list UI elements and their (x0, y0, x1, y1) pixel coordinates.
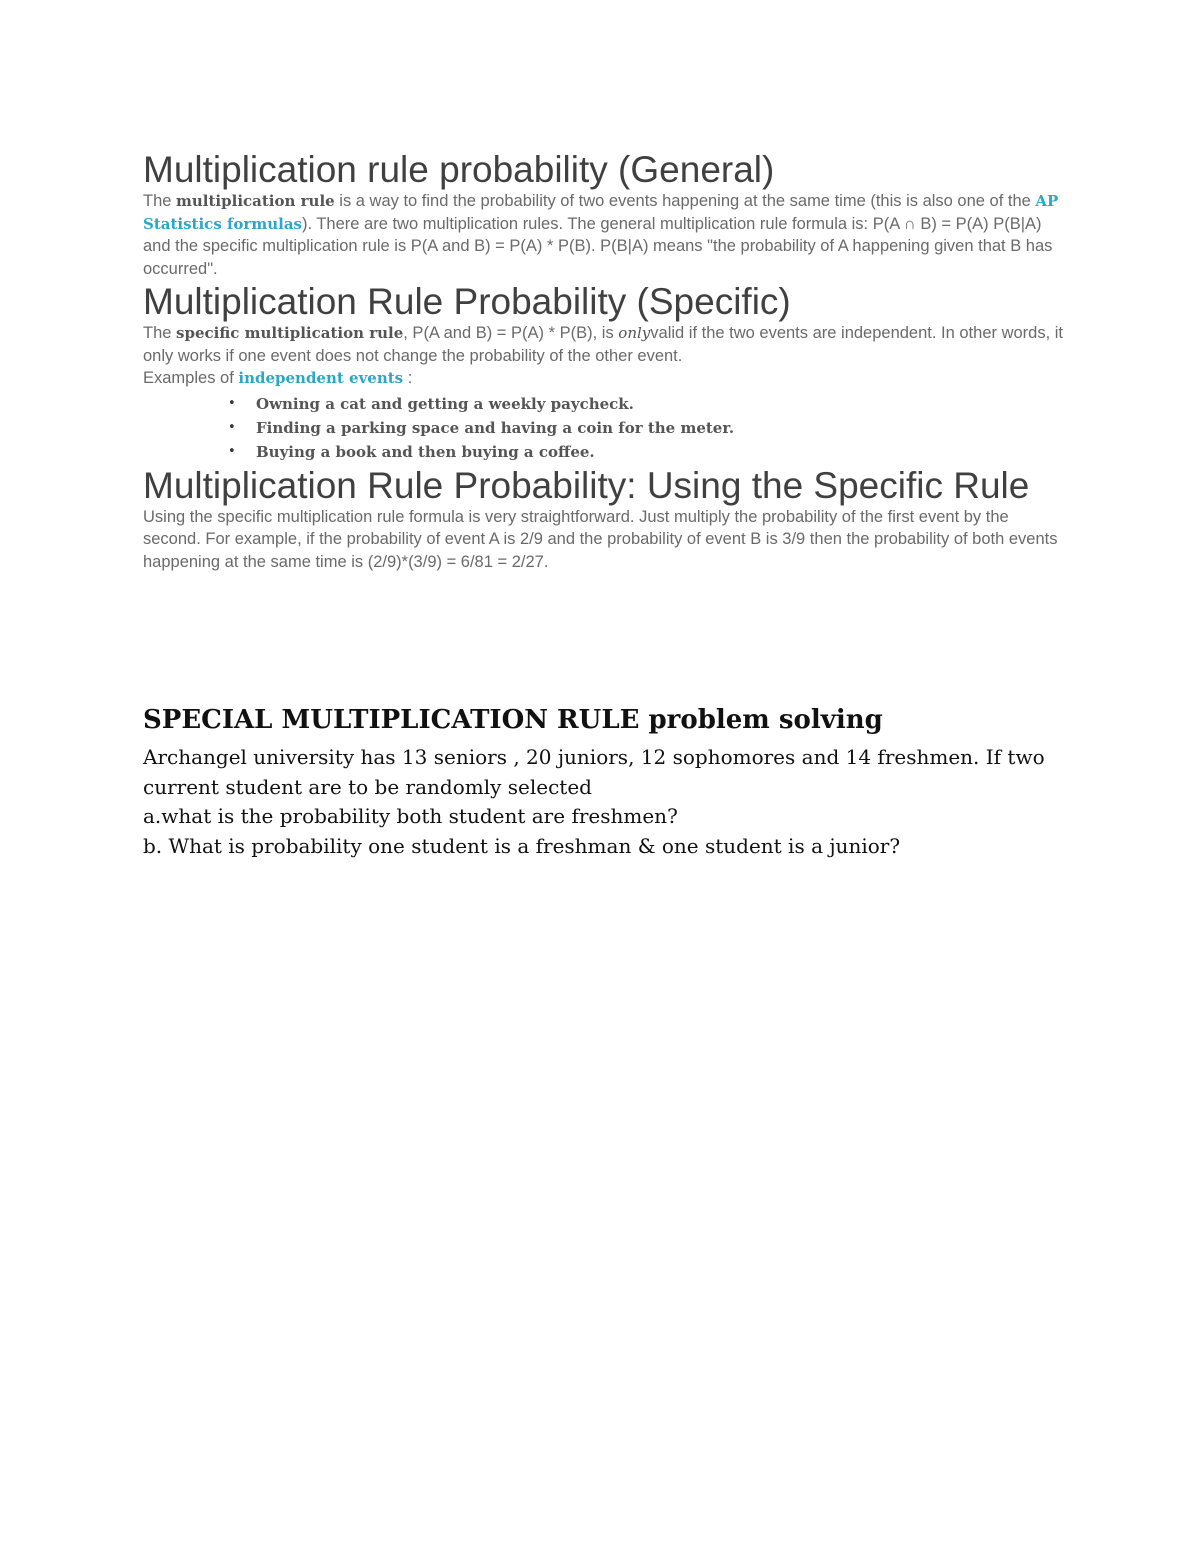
general-text-the: The (143, 192, 177, 210)
specific-rule-heading: Multiplication Rule Probability (Specific) (143, 281, 791, 322)
general-rule-heading: Multiplication rule probability (General) (143, 149, 775, 190)
list-item (143, 416, 1063, 440)
ap-statistics-formulas-link[interactable]: AP Statistics formulas (143, 192, 1059, 233)
example-text: Buying a book and then buying a coffee. (256, 442, 595, 461)
problem-statement: Archangel university has 13 seniors , 20 juniors, 12 sophomores and 14 freshmen. If two current student are to be randomly selected (143, 745, 1045, 799)
general-text-mid: is a way to find the probability of two events happening at the same time (this is also one of the (334, 192, 1036, 210)
document-page (143, 150, 1063, 861)
problem-heading: SPECIAL MULTIPLICATION RULE problem solving (143, 705, 883, 735)
using-specific-rule-paragraph: Using the specific multiplication rule formula is very straightforward. Just multiply the probability of the first event by the second. For example, if the probability of event A is 2/9 and the probability of event B is 3/9 then the probability of both events happening at the same time is (2/9)*(3/9) = 6/81 = 2/27. (143, 507, 1058, 571)
multiplication-rule-term: multiplication rule (176, 192, 335, 210)
bullet-icon: • (228, 395, 236, 411)
independent-events-link[interactable]: independent events (238, 369, 404, 387)
examples-prefix: Examples of (143, 369, 239, 387)
examples-suffix: : (403, 369, 413, 387)
example-text: Owning a cat and getting a weekly paycheck. (256, 394, 634, 413)
question-a: a.what is the probability both student are freshmen? (143, 804, 678, 828)
general-text-end: ). There are two multiplication rules. The general multiplication rule formula is: P(A ∩ B) = P(A) P(B|A) and the specific multiplication rule is P(A and B) = P(A) * P(B). P(B|A) means "the probability of A happening given that B has occurred". (143, 214, 1053, 278)
specific-text-the: The (143, 324, 177, 342)
examples-list (143, 392, 1063, 464)
general-rule-paragraph (143, 190, 1063, 280)
bullet-icon: • (228, 419, 236, 435)
specific-rule-paragraph (143, 322, 1063, 367)
specific-text-mid: , P(A and B) = P(A) * P(B), is (403, 324, 619, 342)
bullet-icon: • (228, 443, 236, 459)
using-specific-rule-heading: Multiplication Rule Probability: Using the Specific Rule (143, 464, 1030, 506)
list-item (143, 440, 1063, 464)
blank-space (143, 573, 1063, 703)
example-text: Finding a parking space and having a coin for the meter. (256, 418, 735, 437)
specific-text-end: valid if the two events are independent. In other words, it only works if one event does not change the probability of the other event. (143, 324, 1064, 365)
only-emphasis: only (618, 324, 651, 342)
specific-multiplication-rule-term: specific multiplication rule (176, 324, 404, 342)
list-item (143, 392, 1063, 416)
question-b: b. What is probability one student is a freshman & one student is a junior? (143, 833, 901, 858)
examples-intro (143, 367, 1063, 390)
